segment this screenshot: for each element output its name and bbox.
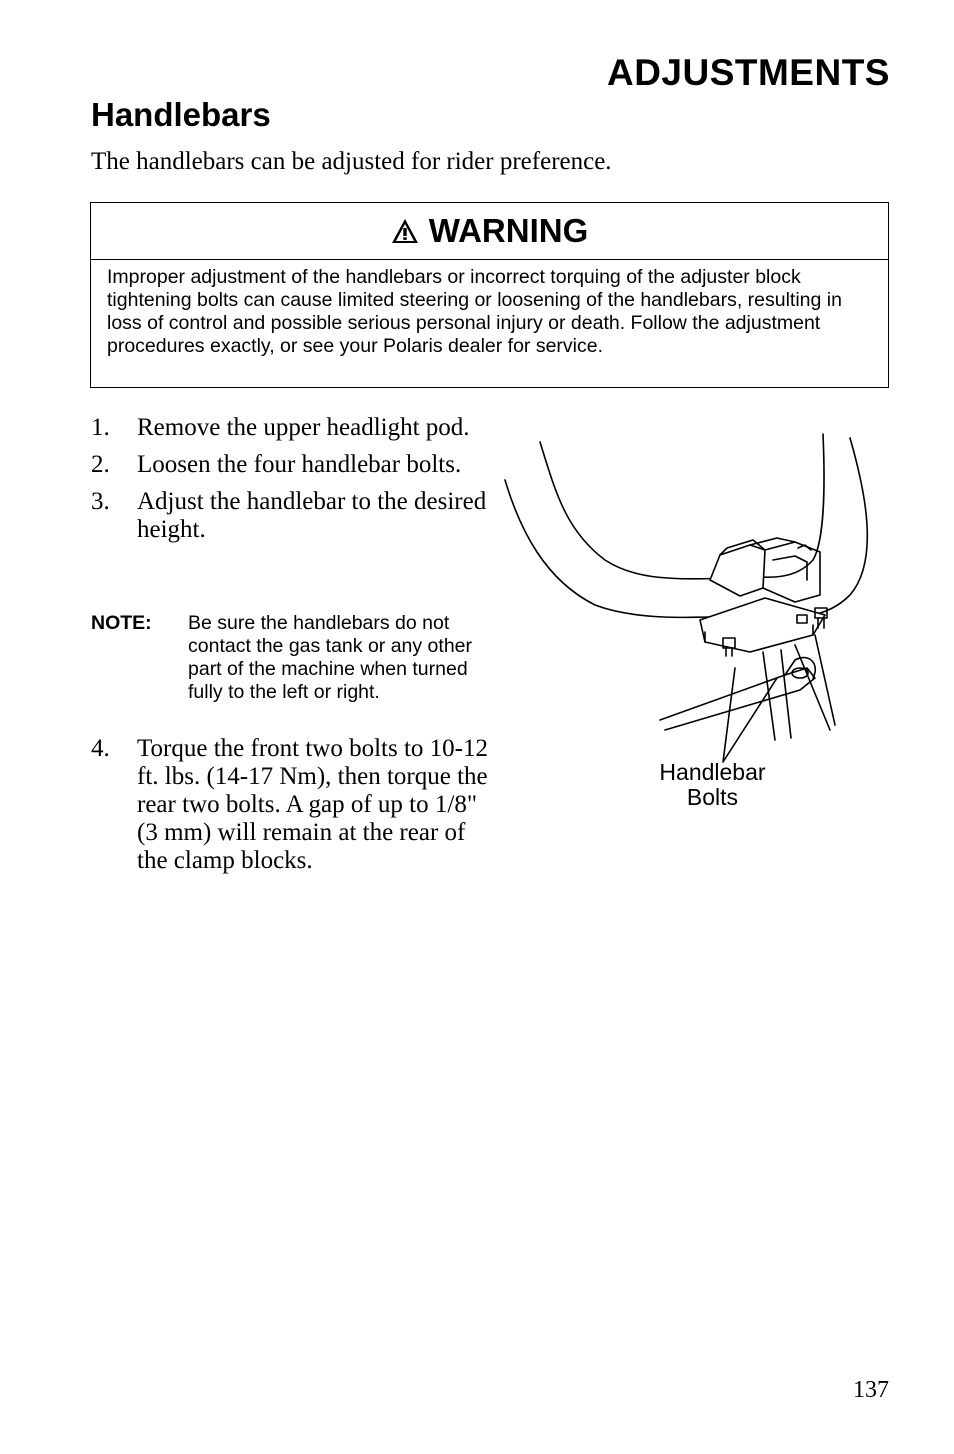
step-item [91, 735, 491, 875]
step-item [91, 488, 491, 544]
step-text: Adjust the handlebar to the desired height. [137, 488, 487, 543]
figure-label-line: Bolts [686, 784, 739, 810]
section-header: ADJUSTMENTS [606, 52, 890, 93]
figure-label [630, 760, 795, 810]
step-text: Torque the front two bolts to 10-12 ft. lbs. (14-17 Nm), then torque the rear two bolts. A gap of up to 1/8" (3 mm) will remain at the rear of the clamp blocks. [137, 735, 488, 874]
steps-list [91, 414, 491, 553]
warning-heading [91, 203, 888, 260]
step-text: Remove the upper headlight pod. [137, 414, 470, 441]
page-number: 137 [853, 1377, 889, 1403]
warning-triangle-icon [391, 218, 419, 244]
step-number: 4. [91, 735, 110, 762]
figure-label-line: Handlebar [659, 759, 766, 785]
intro-paragraph: The handlebars can be adjusted for rider preference. [91, 148, 612, 175]
warning-body: Improper adjustment of the handlebars or incorrect torquing of the adjuster block tightening bolts can cause limited steering or loosening of the handlebars, resulting in loss of control and possible serious personal injury or death. Follow the adjustment procedures exactly, or see your Polaris dealer for service. [107, 266, 842, 357]
note-text: Be sure the handlebars do not contact the gas tank or any other part of the machine when turned fully to the left or right. [188, 612, 473, 703]
page-title: Handlebars [91, 96, 271, 133]
step-text: Loosen the four handlebar bolts. [137, 451, 462, 478]
step-number: 2. [91, 451, 110, 478]
step-item [91, 451, 491, 479]
note [91, 612, 491, 704]
warning-box [90, 202, 889, 388]
note-label: NOTE: [91, 612, 152, 634]
step-item [91, 414, 491, 442]
step-number: 3. [91, 488, 110, 515]
warning-heading-text: WARNING [428, 212, 589, 249]
step-number: 1. [91, 414, 110, 441]
